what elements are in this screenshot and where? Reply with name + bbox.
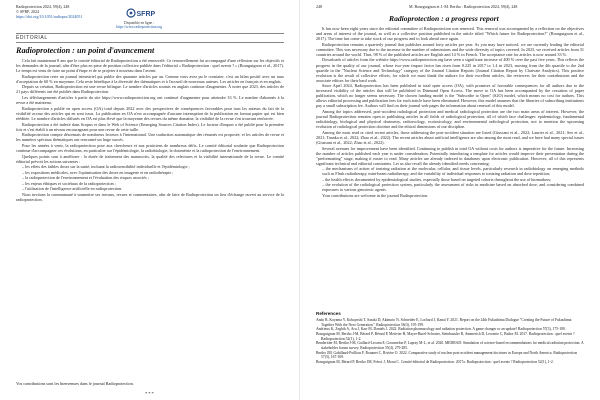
paragraph: Les téléchargements d'articles à partir du site https://www.radioprotection.org ont continué d'augmenter pour atteindre 33 %. Le nombre d'abonnés à la revue a été maintenu.: [16, 95, 284, 106]
left-body: [16, 58, 284, 376]
left-article-title: Radioprotection : un point d'avancement: [16, 46, 155, 55]
reference-item: Bertho JM, Gabillaud-Poillion F, Rouanet C, Rivière O. 2022. Comparative study of nuclear post-accident management doctrines in Europe and North America. Radioprotection 57(3), 167-169.: [316, 350, 578, 360]
references-list: [316, 318, 584, 398]
section-rule-bottom: [16, 42, 284, 43]
right-bullet-list: [316, 166, 584, 192]
right-article-title: Radioprotection : a progress report: [389, 14, 499, 23]
list-item: – les enjeux éthiques et sociétaux de la radioprotection ;: [22, 181, 284, 186]
reference-item: Bourguignon M, Bérard P, Bertho JM, Frérot J, Morat C. Comité éditorial de Radioprotection. 2017a. Radioprotection : quel avenir ? Radioprotection 52(1), 1-2.: [316, 359, 554, 364]
sfrp-logo-icon: [126, 6, 156, 20]
logo-brand: SFRP: [136, 11, 156, 18]
paragraph: Quelques points sont à améliorer : la durée de traitement des manuscrits, la qualité des relectures et la visibilité internationale de la revue. Le comité éditorial prévoit les actions suivantes :: [16, 153, 284, 164]
available-online-label: Disponible en ligne :: [123, 21, 155, 25]
reference-item: Benderitter M, Bertho J-M, Gaillard-Lecanu E, Gourmelon P, Lapray M-L, et al. 2020. MEDRAD: Simulation of science-based recommendations for medical radiation protection. A stakeholder forum survey. Radioprotection 55(4), 279-285.: [316, 341, 584, 350]
paragraph: Radioprotection a publié en open access (OA) total depuis 2022 avec des perspectives de conséquences favorables pour tous les auteurs du fait de la visibilité accrue des articles qui en sont issus. La publication en OA n'est accompagnée d'aucune interruption de la publication en format papier qui est bien rééditée. Le nombre d'articles diffusés en OA est plus élevé que la moyenne des revues du même domaine, la visibilité de la revue s'en trouvant renforcée.: [16, 105, 284, 121]
paragraph: Nous invitons la communauté à soumettre ses travaux, revues et commentaires, afin de faire de Radioprotection un lieu d'échange ouvert au service de la radioprotection.: [16, 191, 284, 202]
list-item: – les expositions médicales, avec l'optimisation des doses en imagerie et en radiothérapie ;: [22, 170, 284, 175]
page-number: 248: [316, 4, 322, 9]
copyright: © SFRP, 2024: [16, 9, 39, 14]
right-page: [301, 0, 600, 400]
list-item: – the mechanisms of action of ionizing radiation at the molecular, cellular, and tissue levels, particularly research in radiobiology on emerging methods such as Flash radiotherapy, mini-beam radiotherapy, and the variability of individual responses to ionizing radiation and dose repetition;: [322, 166, 584, 176]
reference-item: Bourguignon M, Bertho J-M, Bérard P, Bérard P, Metivier H, Mayer-Burel-Schorter, Steinhausler R, Ammerich D, Lecomte C, Bultor M. 2017. Radioprotection : quel avenir ? Radioprotection 52(1), 1-2.: [316, 332, 575, 341]
list-item: – les effets des faibles doses sur la santé, incluant la radiosensibilité individuelle et l'épidémiologie ;: [22, 164, 284, 169]
paragraph: Your contributions are welcome in the journal Radioprotection.: [322, 192, 429, 198]
paragraph: It has now been eight years since the editorial committee of Radioprotection was renewed. This renewal was accompanied by a reflection on the objectives and areas of interest of the journal, as well as a collective position published in the article titled "Which future for Radioprotection?" (Bourguignon et al., 2017). The time has come to take stock of our progress and to look ahead once again.: [316, 26, 584, 42]
paragraph: Radioprotection compte désormais de nombreux lecteurs à l'international. Une traduction automatique des résumés est proposée, et les articles de revue et les numéros spéciaux thématiques ont rencontré un large succès.: [16, 132, 284, 143]
doi-link[interactable]: https://doi.org/10.1051/radiopro/2024051: [16, 14, 83, 19]
list-item: – the evolution of the radiological protection system, particularly the assessment of risks in medicine based on absorbed dose, and considering combined exposures to various genotoxic agents.: [322, 182, 584, 192]
paragraph: Downloads of articles from the website https://www.radioprotection.org have seen a significant increase of 400 % over the past five years. This reflects the progress in the quality of our journal, whose two-year impact factor has risen from 0.225 in 2017 to 1.4 in 2023, moving from the 4th quartile to the 2nd quartile in the "Nuclear Science and Technology" category of the Journal Citation Reports (Journal Citation Report by Clarivate Analytics). This positive evolution is the result of collective efforts, for which we must thank the authors for their excellent articles, the reviewers for their contributions and the associate editors for their hard work.: [316, 57, 584, 83]
references-heading: References: [316, 311, 341, 316]
paragraph: Among the most read or cited recent articles, those addressing the post-accident situation are listed (Giussani et al., 2022; Laurier et al., 2021; Seo et al., 2021; Tanaka et al., 2022; Zhao et al., 2022). The recent articles about artificial intelligence are also among the most read, and we have had many special issues (Giussani et al., 2022; Zhao et al., 2022).: [316, 129, 584, 145]
list-item: – la radioprotection de l'environnement et l'évaluation des risques associés ;: [22, 175, 284, 180]
list-item: – l'utilisation de l'intelligence artificielle en radioprotection.: [22, 186, 284, 191]
paragraph: Radioprotection a été indexé dans Scopus et dans le Web of Science (Emerging Sources Citation Index). Le facteur d'impact a été publié pour la première fois et s'est établi à un niveau encourageant pour une revue de cette taille.: [16, 121, 284, 132]
left-bullet-list: [16, 164, 284, 191]
paragraph: Several avenues for improvement have been identified. Continuing to publish in total OA without costs for authors is imperative for the future. Increasing the number of articles published each year is under consideration. Potentially introducing a template for articles would improve their presentation during the "preformatting" stage, making it easier to read. Many articles are already indexed in databases upon electronic publication. However, all of this represents significant technical and editorial constraints. Let us also recall the already identified needs concerning:: [316, 145, 584, 166]
paragraph: Depuis sa création, Radioprotection est une revue bilingue. Le nombre d'articles soumis en anglais continue d'augmenter. À noter que 2023, des articles de 21 pays différents ont été publiés dans Radioprotection.: [16, 84, 284, 95]
paragraph: Radioprotection reste un journal trimestriel qui publie des quarante articles par an. Comme vous avez pu le constater, c'est un bilan positif avec un taux d'acceptation de 60 % en moyenne. Cela reste bénéfique à la diversité des thématiques et à l'accueil de nouveaux auteurs. Les articles en français et en anglais.: [16, 73, 284, 84]
running-head: M. Bourguignon et J.-M. Bertho : Radioprotection 2024, 59(4), 248: [409, 4, 518, 9]
journal-logo: [112, 6, 166, 29]
paragraph: Radioprotection remains a quarterly journal that publishes around forty articles per year. As you may have noticed, we are currently leading the editorial committee. This was necessary due to the increase in the number of submissions and the wide diversity of topics covered. In 2023, we received articles from 31 countries around the world. Thus, 98 % of the published articles are English and 14 % in French. The acceptance rate for articles is now around 33 %.: [316, 41, 584, 57]
left-signoff: Vos contributions sont les bienvenues dans le journal Radioprotection.: [16, 381, 134, 386]
end-stars: ***: [145, 391, 155, 396]
reference-item: Ando R, Koyama Y, Kobayashi T, Sasaki D, Akimoto N, Schneider E, Lochard J, Kanai Y. 2021. Report on the 24th Fukushima Dialogue "Creating the Future of Fukushima Together With the Next Generation". Radioprotection 56(3), 195-199.: [316, 318, 572, 327]
list-item: – the health effects documented by epidemiological studies, especially those based on targeted cohorts throughout the use of biomarkers;: [322, 177, 584, 182]
section-rule-top: [16, 33, 284, 34]
paragraph: Since April 2024, Radioprotection has been published in total open access (OA), with promises of favorable consequences for all authors due to the increased visibility of the articles that will be published in Diamond Open Access. The move to OA has been accompanied by the cessation of paper publication, which no longer seems necessary. The chosen funding model is the "Subscribe to Open" (S2O) model, which means no cost for authors. This allows editorial processing and publication fees for each article have been eliminated. However, this model assumes that the libraries of subscribing institutions pay a small subscription fee. Authors will find on their journal web pages the information about renewal of this model.: [316, 83, 584, 109]
section-label: ÉDITORIAL: [16, 35, 48, 41]
reference-item: Andrieux K, Zeghib A, Aru J, Karr M, Daniels J. 2022. Radiation pharmacology and radiation protection. A game changer or an update? Radioprotection 57(3), 175-180.: [316, 327, 566, 332]
left-header: [16, 4, 82, 19]
journal-line: Radioprotection 2024, 59(4), 248: [16, 4, 70, 9]
paragraph: Among the topics addressed, post-accident radiological protection and medical radiological protection are the two main areas of interest. However, the journal Radioprotection remains open to publishing articles in all fields of radiological protection, all of which face challenges: epidemiology, fundamental radiobiology, biological and physical dosimetry, radioecology, ecotoxicology, and environmental radiological protection, not to mention the upcoming evolution of radiological protection doctrine and the ethical dimensions of our discipline.: [316, 109, 584, 130]
paragraph: Pour les années à venir, la radioprotection pose aux chercheurs et aux praticiens de nombreux défis. Le comité éditorial souhaite que Radioprotection continue d'accompagner ces évolutions, en particulier sur l'épidémiologie, la radiobiologie, la dosimétrie et la radioprotection de l'environnement.: [16, 142, 284, 153]
paragraph: Cela fait maintenant 8 ans que le comité éditorial de Radioprotection a été renouvelé. Ce renouvellement fut accompagné d'une réflexion sur les objectifs et les demandes de la journal, afin d'être plus en prise de position collective publiée dans l'éditorial « Radioprotection : quel avenir ? » (Bourguignon et al., 2017). Le temps est venu de faire un point d'étape et de se projeter à nouveau dans l'avenir.: [16, 58, 284, 74]
journal-url-link[interactable]: https://www.radioprotection.org: [115, 25, 162, 29]
right-body: [316, 26, 584, 300]
